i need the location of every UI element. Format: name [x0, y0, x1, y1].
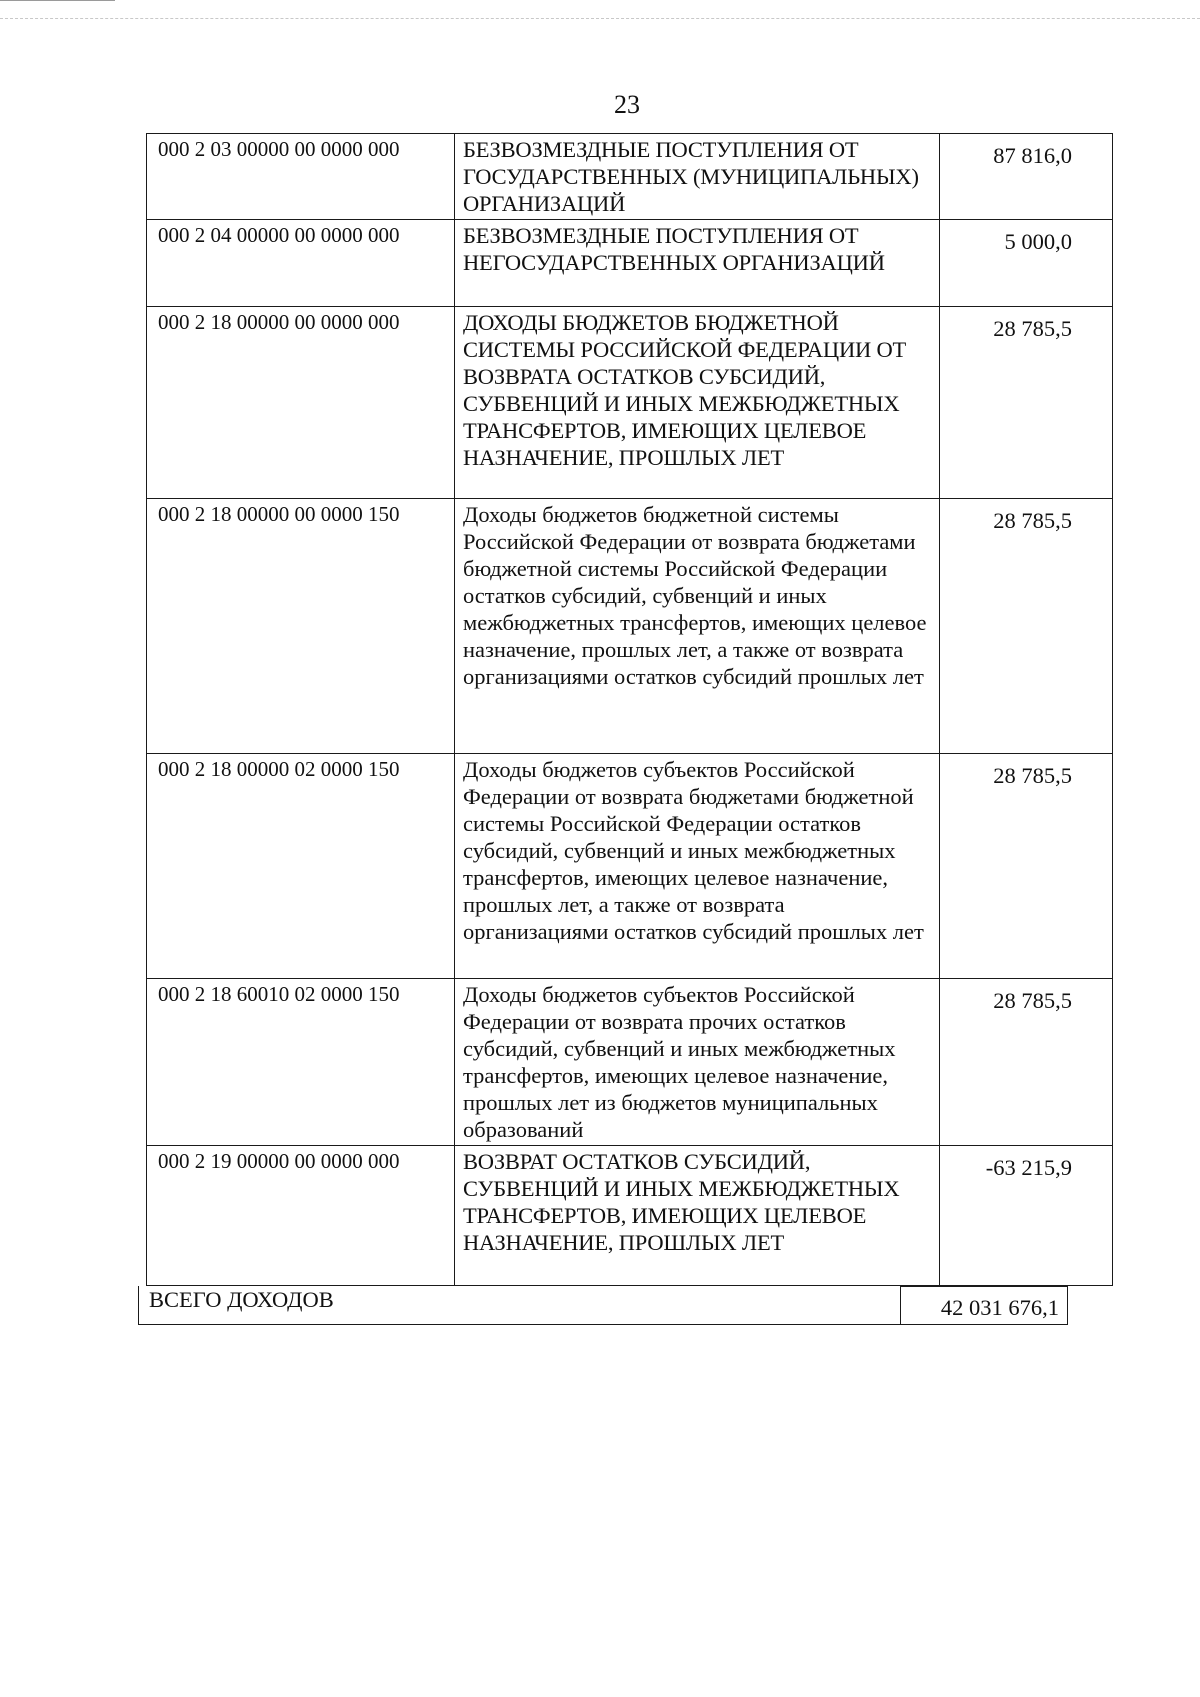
budget-code-cell: 000 2 03 00000 00 0000 000 — [147, 134, 455, 220]
budget-code-cell: 000 2 18 00000 00 0000 150 — [147, 499, 455, 754]
budget-code-cell: 000 2 18 60010 02 0000 150 — [147, 979, 455, 1146]
total-label: ВСЕГО ДОХОДОВ — [138, 1286, 901, 1325]
amount-cell: -63 215,9 — [940, 1146, 1113, 1286]
total-amount: 42 031 676,1 — [901, 1286, 1068, 1325]
revenue-name-cell: БЕЗВОЗМЕЗДНЫЕ ПОСТУПЛЕНИЯ ОТ НЕГОСУДАРСТВЕННЫХ ОРГАНИЗАЦИЙ — [455, 220, 940, 307]
table-row — [147, 754, 1113, 979]
page-number: 23 — [614, 90, 640, 119]
amount-cell: 87 816,0 — [940, 134, 1113, 220]
revenue-name-cell: Доходы бюджетов субъектов Российской Федерации от возврата бюджетами бюджетной системы Российской Федерации остатков субсидий, субвенций и иных межбюджетных трансфертов, имеющих целевое назначение, прошлых лет, а также от возврата организациями остатков субсидий прошлых лет — [455, 754, 940, 979]
total-row — [138, 1286, 1068, 1325]
amount-cell: 28 785,5 — [940, 499, 1113, 754]
amount-cell: 5 000,0 — [940, 220, 1113, 307]
budget-code-cell: 000 2 18 00000 00 0000 000 — [147, 307, 455, 499]
revenue-name-cell: ДОХОДЫ БЮДЖЕТОВ БЮДЖЕТНОЙ СИСТЕМЫ РОССИЙСКОЙ ФЕДЕРАЦИИ ОТ ВОЗВРАТА ОСТАТКОВ СУБСИДИЙ, СУБВЕНЦИЙ И ИНЫХ МЕЖБЮДЖЕТНЫХ ТРАНСФЕРТОВ, ИМЕЮЩИХ ЦЕЛЕВОЕ НАЗНАЧЕНИЕ, ПРОШЛЫХ ЛЕТ — [455, 307, 940, 499]
table-row — [147, 220, 1113, 307]
table-row — [147, 979, 1113, 1146]
amount-cell: 28 785,5 — [940, 307, 1113, 499]
revenue-table-container — [146, 133, 1076, 1325]
scan-edge-line — [0, 0, 115, 1]
revenue-name-cell: ВОЗВРАТ ОСТАТКОВ СУБСИДИЙ, СУБВЕНЦИЙ И ИНЫХ МЕЖБЮДЖЕТНЫХ ТРАНСФЕРТОВ, ИМЕЮЩИХ ЦЕЛЕВОЕ НАЗНАЧЕНИЕ, ПРОШЛЫХ ЛЕТ — [455, 1146, 940, 1286]
amount-cell: 28 785,5 — [940, 754, 1113, 979]
revenue-name-cell: Доходы бюджетов бюджетной системы Российской Федерации от возврата бюджетами бюджетной системы Российской Федерации остатков субсидий, субвенций и иных межбюджетных трансфертов, имеющих целевое назначение, прошлых лет, а также от возврата организациями остатков субсидий прошлых лет — [455, 499, 940, 754]
table-row — [147, 499, 1113, 754]
amount-cell: 28 785,5 — [940, 979, 1113, 1146]
table-row — [147, 1146, 1113, 1286]
budget-code-cell: 000 2 04 00000 00 0000 000 — [147, 220, 455, 307]
budget-code-cell: 000 2 18 00000 02 0000 150 — [147, 754, 455, 979]
budget-code-cell: 000 2 19 00000 00 0000 000 — [147, 1146, 455, 1286]
scan-fold-line — [0, 18, 1200, 19]
table-row — [147, 307, 1113, 499]
revenue-name-cell: БЕЗВОЗМЕЗДНЫЕ ПОСТУПЛЕНИЯ ОТ ГОСУДАРСТВЕННЫХ (МУНИЦИПАЛЬНЫХ) ОРГАНИЗАЦИЙ — [455, 134, 940, 220]
revenue-table — [146, 133, 1113, 1286]
revenue-name-cell: Доходы бюджетов субъектов Российской Федерации от возврата прочих остатков субсидий, субвенций и иных межбюджетных трансфертов, имеющих целевое назначение, прошлых лет из бюджетов муниципальных образований — [455, 979, 940, 1146]
table-row — [147, 134, 1113, 220]
